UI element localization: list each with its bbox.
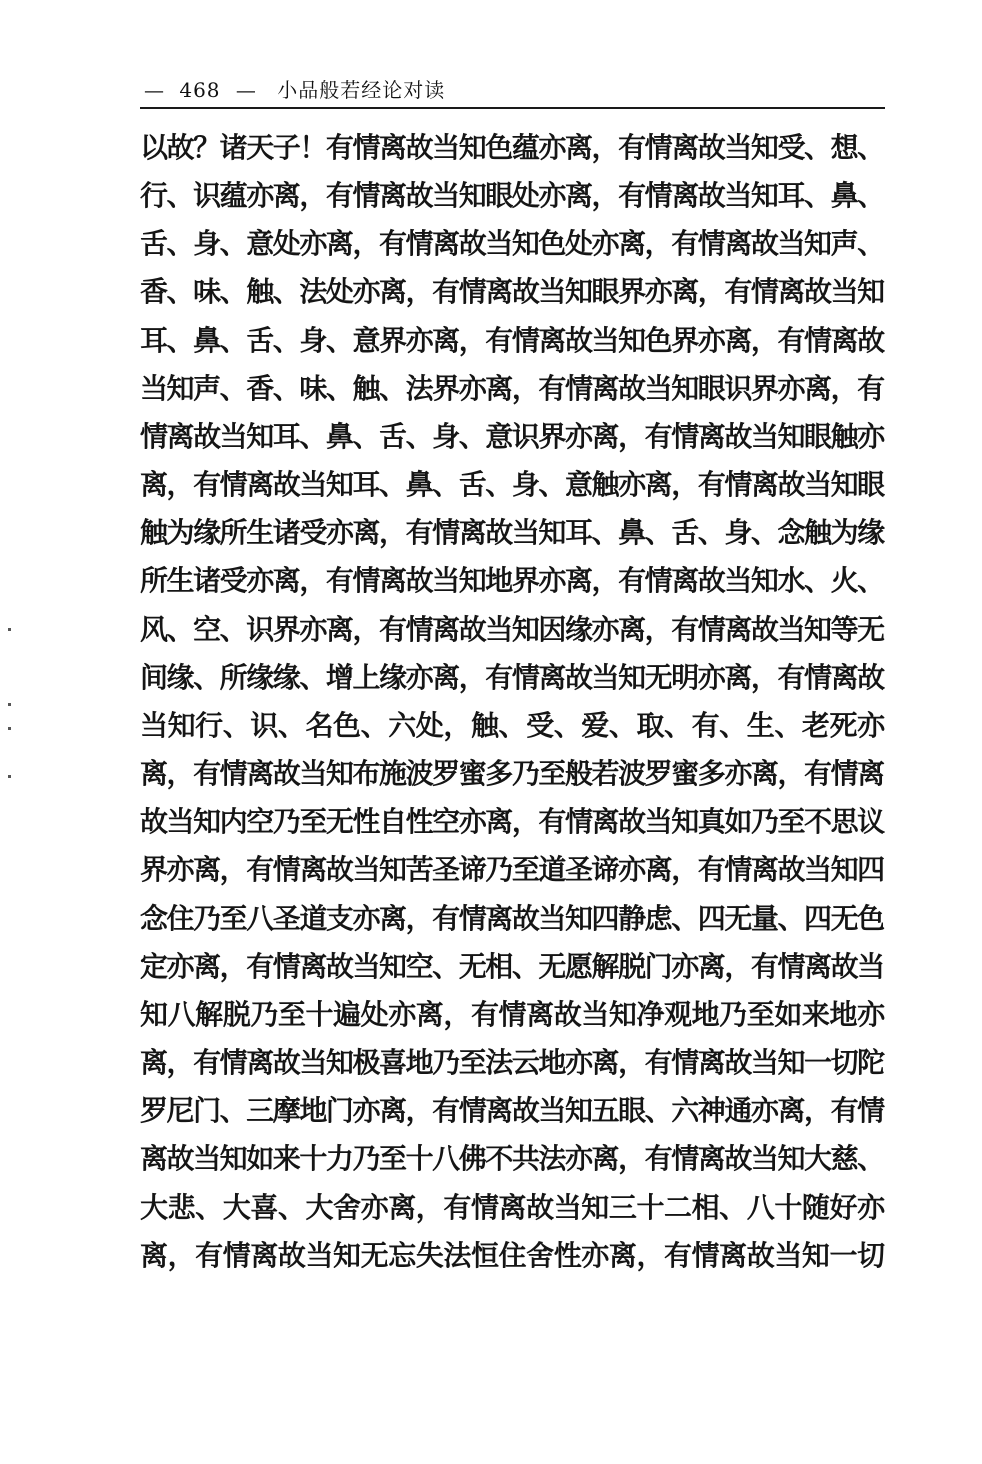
header-dash-left: —	[144, 78, 164, 102]
header-rule	[140, 107, 885, 109]
text-line: 行、识蕴亦离，有情离故当知眼处亦离，有情离故当知耳、鼻、	[140, 179, 884, 212]
margin-speck	[8, 727, 11, 730]
text-line: 故当知内空乃至无性自性空亦离，有情离故当知真如乃至不思议	[140, 805, 884, 838]
text-line: 所生诸受亦离，有情离故当知地界亦离，有情离故当知水、火、	[140, 564, 884, 597]
body-text	[140, 128, 885, 1308]
text-line: 香、味、触、法处亦离，有情离故当知眼界亦离，有情离故当知	[140, 275, 884, 308]
text-line: 离，有情离故当知无忘失法恒住舍性亦离，有情离故当知一切	[140, 1239, 885, 1272]
text-line: 离，有情离故当知布施波罗蜜多乃至般若波罗蜜多亦离，有情离	[140, 757, 884, 790]
text-line: 罗尼门、三摩地门亦离，有情离故当知五眼、六神通亦离，有情	[140, 1094, 884, 1127]
page-number: 468	[179, 78, 221, 102]
text-line: 舌、身、意处亦离，有情离故当知色处亦离，有情离故当知声、	[140, 227, 884, 260]
text-line: 离，有情离故当知耳、鼻、舌、身、意触亦离，有情离故当知眼	[140, 468, 884, 501]
text-line: 念住乃至八圣道支亦离，有情离故当知四静虑、四无量、四无色	[140, 902, 884, 935]
text-line: 间缘、所缘缘、增上缘亦离，有情离故当知无明亦离，有情离故	[140, 661, 884, 694]
text-line: 耳、鼻、舌、身、意界亦离，有情离故当知色界亦离，有情离故	[140, 324, 884, 357]
header-dash-right: —	[235, 78, 256, 102]
margin-speck	[8, 703, 11, 706]
text-line: 当知声、香、味、触、法界亦离，有情离故当知眼识界亦离，有	[140, 372, 884, 405]
text-line: 大悲、大喜、大舍亦离，有情离故当知三十二相、八十随好亦	[140, 1191, 885, 1224]
book-title: 小品般若经论对读	[277, 78, 446, 102]
running-header	[143, 76, 863, 108]
text-line: 知八解脱乃至十遍处亦离，有情离故当知净观地乃至如来地亦	[140, 998, 885, 1031]
text-line: 风、空、识界亦离，有情离故当知因缘亦离，有情离故当知等无	[140, 613, 884, 646]
margin-speck	[8, 628, 11, 631]
text-line: 离故当知如来十力乃至十八佛不共法亦离，有情离故当知大慈、	[140, 1142, 884, 1175]
text-line: 定亦离，有情离故当知空、无相、无愿解脱门亦离，有情离故当	[140, 950, 884, 983]
margin-speck	[8, 775, 11, 778]
text-line: 情离故当知耳、鼻、舌、身、意识界亦离，有情离故当知眼触亦	[140, 420, 884, 453]
text-line: 界亦离，有情离故当知苦圣谛乃至道圣谛亦离，有情离故当知四	[140, 853, 884, 886]
text-line: 以故？诸天子！有情离故当知色蕴亦离，有情离故当知受、想、	[140, 131, 884, 164]
text-line: 离，有情离故当知极喜地乃至法云地亦离，有情离故当知一切陀	[140, 1046, 884, 1079]
text-line: 当知行、识、名色、六处，触、受、爱、取、有、生、老死亦	[140, 709, 885, 742]
text-line: 触为缘所生诸受亦离，有情离故当知耳、鼻、舌、身、念触为缘	[140, 516, 884, 549]
